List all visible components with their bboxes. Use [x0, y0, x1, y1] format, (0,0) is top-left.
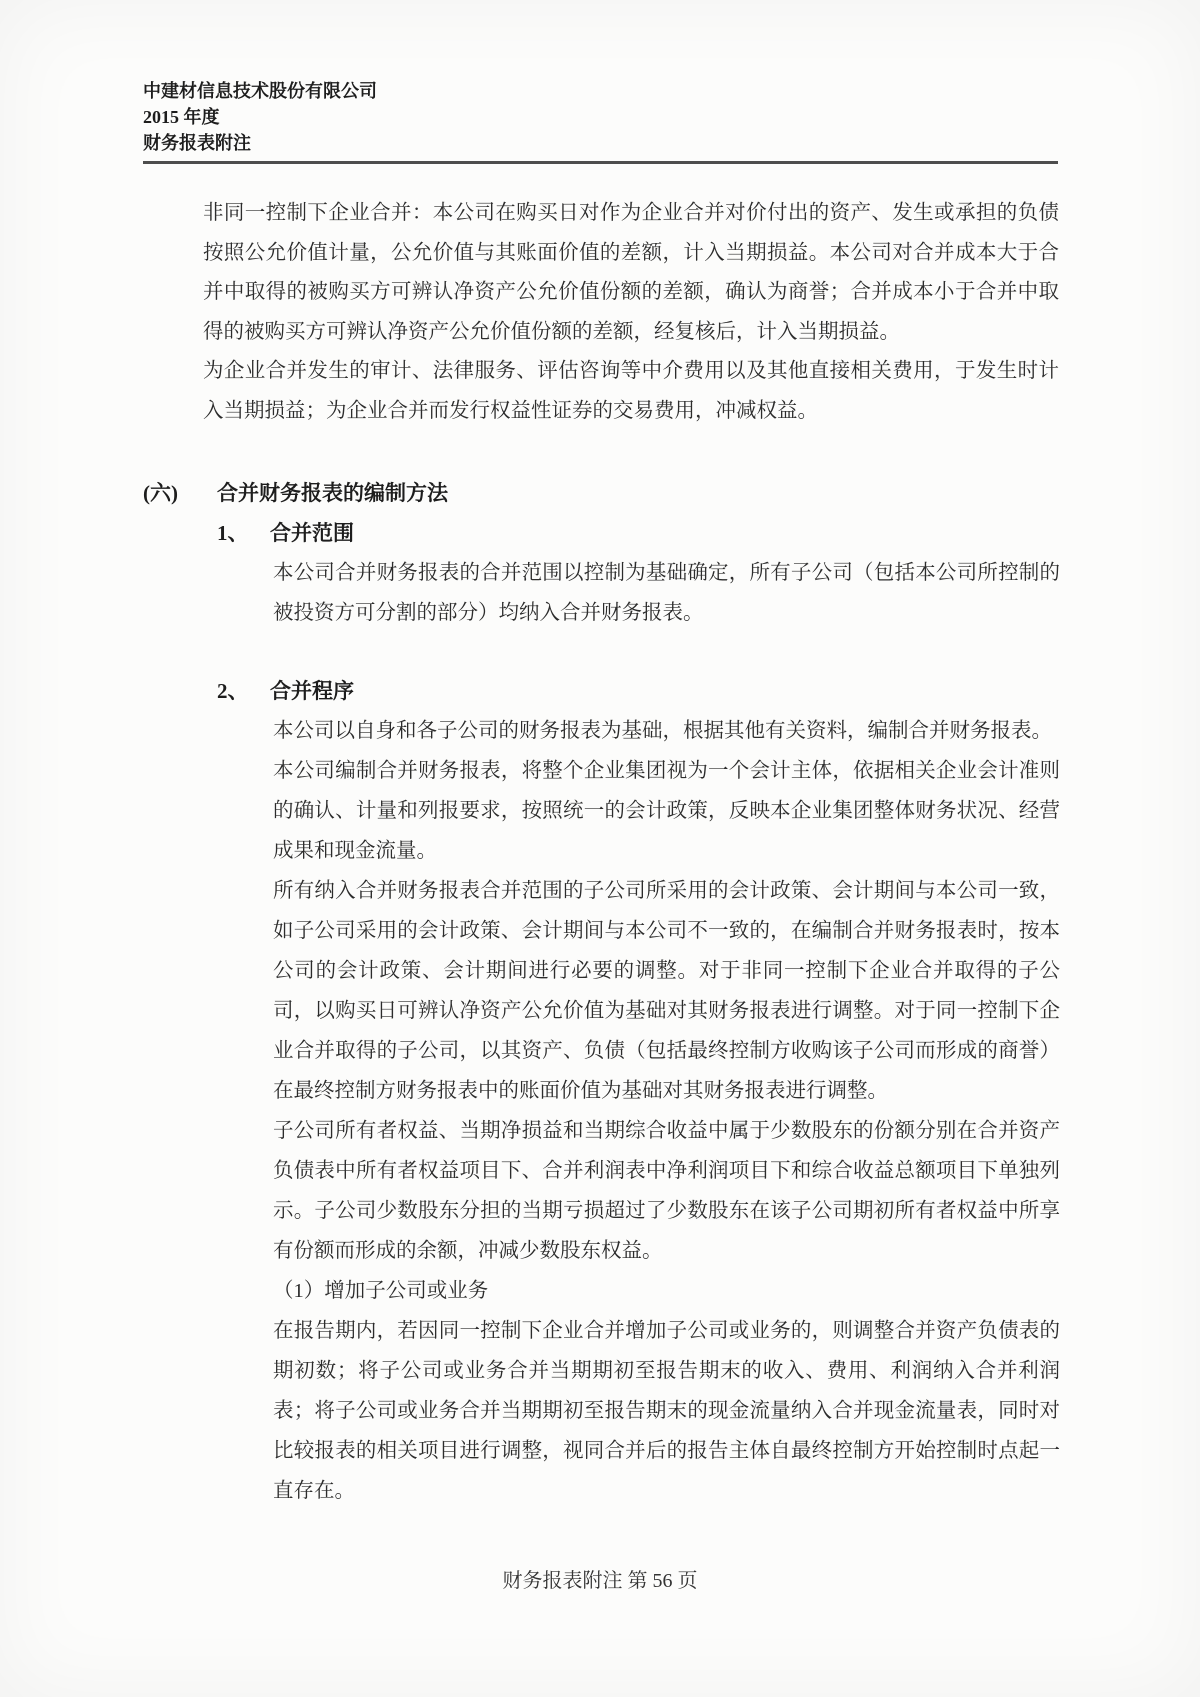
- doc-title: 财务报表附注: [143, 133, 251, 153]
- intro-paragraph: 非同一控制下企业合并：本公司在购买日对作为企业合并对价付出的资产、发生或承担的负债按照公允价值计量，公允价值与其账面价值的差额，计入当期损益。本公司对合并成本大于合并中取得的被购买方可辨认净资产公允价值份额的差额，确认为商誉；合并成本小于合并中取得的被购买方可辨认净资产公允价值份额的差额，经复核后，计入当期损益。: [203, 202, 1059, 343]
- intro-paragraph: 为企业合并发生的审计、法律服务、评估咨询等中介费用以及其他直接相关费用，于发生时计入当期损益；为企业合并而发行权益性证券的交易费用，冲减权益。: [203, 360, 1059, 422]
- footer-page-label: 财务报表附注 第 56 页: [502, 1570, 698, 1592]
- subsection-number: 1、: [217, 521, 249, 545]
- page-footer: [0, 1566, 1200, 1596]
- body-paragraph: 本公司以自身和各子公司的财务报表为基础，根据其他有关资料，编制合并财务报表。: [273, 720, 1052, 742]
- section-title: 合并财务报表的编制方法: [217, 481, 448, 505]
- subsection-body-scope: [273, 553, 1060, 633]
- subsection-body-procedure: [273, 711, 1060, 1511]
- subsection-number: 2、: [217, 679, 249, 703]
- subsection-heading-procedure: [217, 671, 1200, 711]
- subsection-title: 合并程序: [270, 679, 354, 703]
- subsection-heading-scope: [217, 513, 1200, 553]
- report-year: 2015 年度: [143, 107, 220, 127]
- body-paragraph: 本公司编制合并财务报表，将整个企业集团视为一个会计主体，依据相关企业会计准则的确认、计量和列报要求，按照统一的会计政策，反映本企业集团整体财务状况、经营成果和现金流量。: [273, 760, 1060, 862]
- body-paragraph: 在报告期内，若因同一控制下企业合并增加子公司或业务的，则调整合并资产负债表的期初数；将子公司或业务合并当期期初至报告期末的收入、费用、利润纳入合并利润表；将子公司或业务合并当期期初至报告期末的现金流量纳入合并现金流量表，同时对比较报表的相关项目进行调整，视同合并后的报告主体自最终控制方开始控制时点起一直存在。: [273, 1320, 1060, 1502]
- section-number: (六): [143, 481, 178, 505]
- subsection-title: 合并范围: [270, 521, 354, 545]
- company-name: 中建材信息技术股份有限公司: [143, 81, 377, 101]
- list-item-label: （1）增加子公司或业务: [273, 1280, 489, 1302]
- body-paragraph: 子公司所有者权益、当期净损益和当期综合收益中属于少数股东的份额分别在合并资产负债表中所有者权益项目下、合并利润表中净利润项目下和综合收益总额项目下单独列示。子公司少数股东分担的当期亏损超过了少数股东在该子公司期初所有者权益中所享有份额而形成的余额，冲减少数股东权益。: [273, 1120, 1060, 1262]
- page-header: [143, 0, 1200, 156]
- body-paragraph: 所有纳入合并财务报表合并范围的子公司所采用的会计政策、会计期间与本公司一致，如子公司采用的会计政策、会计期间与本公司不一致的，在编制合并财务报表时，按本公司的会计政策、会计期间进行必要的调整。对于非同一控制下企业合并取得的子公司，以购买日可辨认净资产公允价值为基础对其财务报表进行调整。对于同一控制下企业合并取得的子公司，以其资产、负债（包括最终控制方收购该子公司而形成的商誉）在最终控制方财务报表中的账面价值为基础对其财务报表进行调整。: [273, 880, 1060, 1102]
- section-heading: [143, 473, 1200, 513]
- body-paragraph: 本公司合并财务报表的合并范围以控制为基础确定，所有子公司（包括本公司所控制的被投资方可分割的部分）均纳入合并财务报表。: [273, 562, 1060, 624]
- intro-paragraphs: [203, 194, 1059, 431]
- header-rule: [143, 161, 1058, 164]
